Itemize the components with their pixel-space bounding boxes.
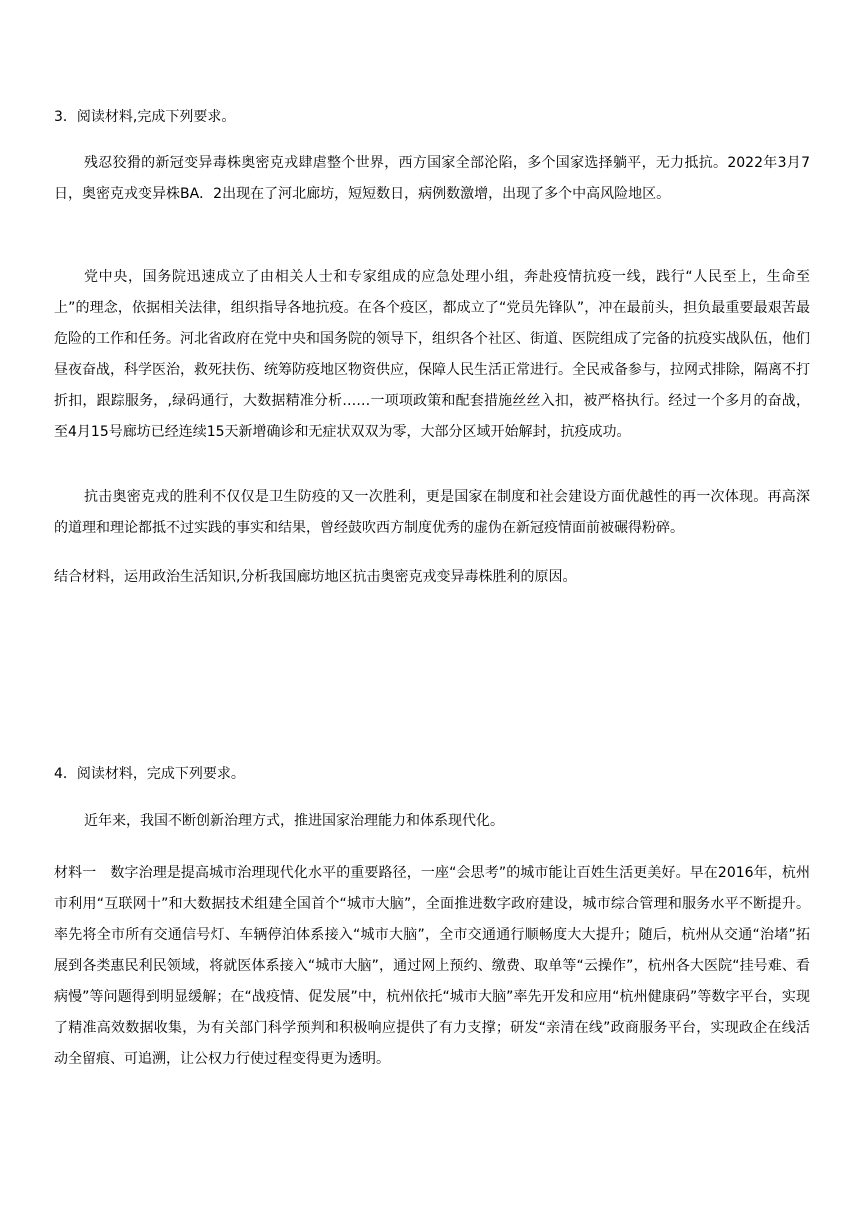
question-3-paragraph-3: 抗击奥密克戎的胜利不仅仅是卫生防疫的又一次胜利，更是国家在制度和社会建设方面优越性的再一次体现。再高深的道理和理论都抵不过实践的事实和结果，曾经鼓吹西方制度优秀的虚伪在新冠疫情面前被碾得粉碎。 [54,489,810,536]
question-3-paragraph-2: 党中央，国务院迅速成立了由相关人士和专家组成的应急处理小组，奔赴疫情抗疫一线，践行“人民至上，生命至上”的理念，依据相关法律，组织指导各地抗疫。在各个疫区，都成立了“党员先锋队”，冲在最前头，担负最重要最艰苦最危险的工作和任务。河北省政府在党中央和国务院的领导下，组织各个社区、街道、医院组成了完备的抗疫实战队伍，他们昼夜奋战，科学医治，救死扶伤、统筹防疫地区物资供应，保障人民生活正常进行。全民戒备参与，拉网式排除，隔离不打折扣，跟踪服务，,绿码通行，大数据精准分析……一项项政策和配套措施丝丝入扣，被严格执行。经过一个多月的奋战，至4月15号廊坊已经连续15天新增确诊和无症状双双为零，大部分区域开始解封，抗疫成功。 [54,269,810,440]
question-3-prompt: 结合材料，运用政治生活知识,分析我国廊坊地区抗击奥密克戎变异毒株胜利的原因。 [54,569,577,585]
question-4-intro: 近年来，我国不断创新治理方式，推进国家治理能力和体系现代化。 [84,813,504,829]
question-4-heading: 4．阅读材料，完成下列要求。 [54,766,245,782]
question-4-material-1 [54,858,810,1075]
material-1-label: 材料一 [54,865,97,881]
material-1-text: 数字治理是提高城市治理现代化水平的重要路径，一座“会思考”的城市能让百姓生活更美好。早在2016年，杭州市利用“互联网十”和大数据技术组建全国首个“城市大脑”，全面推进数字政府建设，城市综合管理和服务水平不断提升。率先将全市所有交通信号灯、车辆停泊体系接入“城市大脑”，全市交通通行顺畅度大大提升；随后，杭州从交通“治堵”拓展到各类惠民利民领域，将就医体系接入“城市大脑”，通过网上预约、缴费、取单等“云操作”，杭州各大医院“挂号难、看病慢”等问题得到明显缓解；在“战疫情、促发展”中，杭州依托“城市大脑”率先开发和应用“杭州健康码”等数字平台，实现了精准高效数据收集，为有关部门科学预判和积极响应提供了有力支撑；研发“亲清在线”政商服务平台，实现政企在线活动全留痕、可追溯，让公权力行使过程变得更为透明。 [54,865,811,1067]
question-3-heading: 3．阅读材料,完成下列要求。 [54,109,236,125]
question-3-paragraph-1: 残忍狡猾的新冠变异毒株奥密克戎肆虐整个世界，西方国家全部沦陷，多个国家选择躺平，无力抵抗。2022年3月7日，奥密克戎变异株BA．2出现在了河北廊坊，短短数日，病例数激增，出现了多个中高风险地区。 [54,155,810,202]
